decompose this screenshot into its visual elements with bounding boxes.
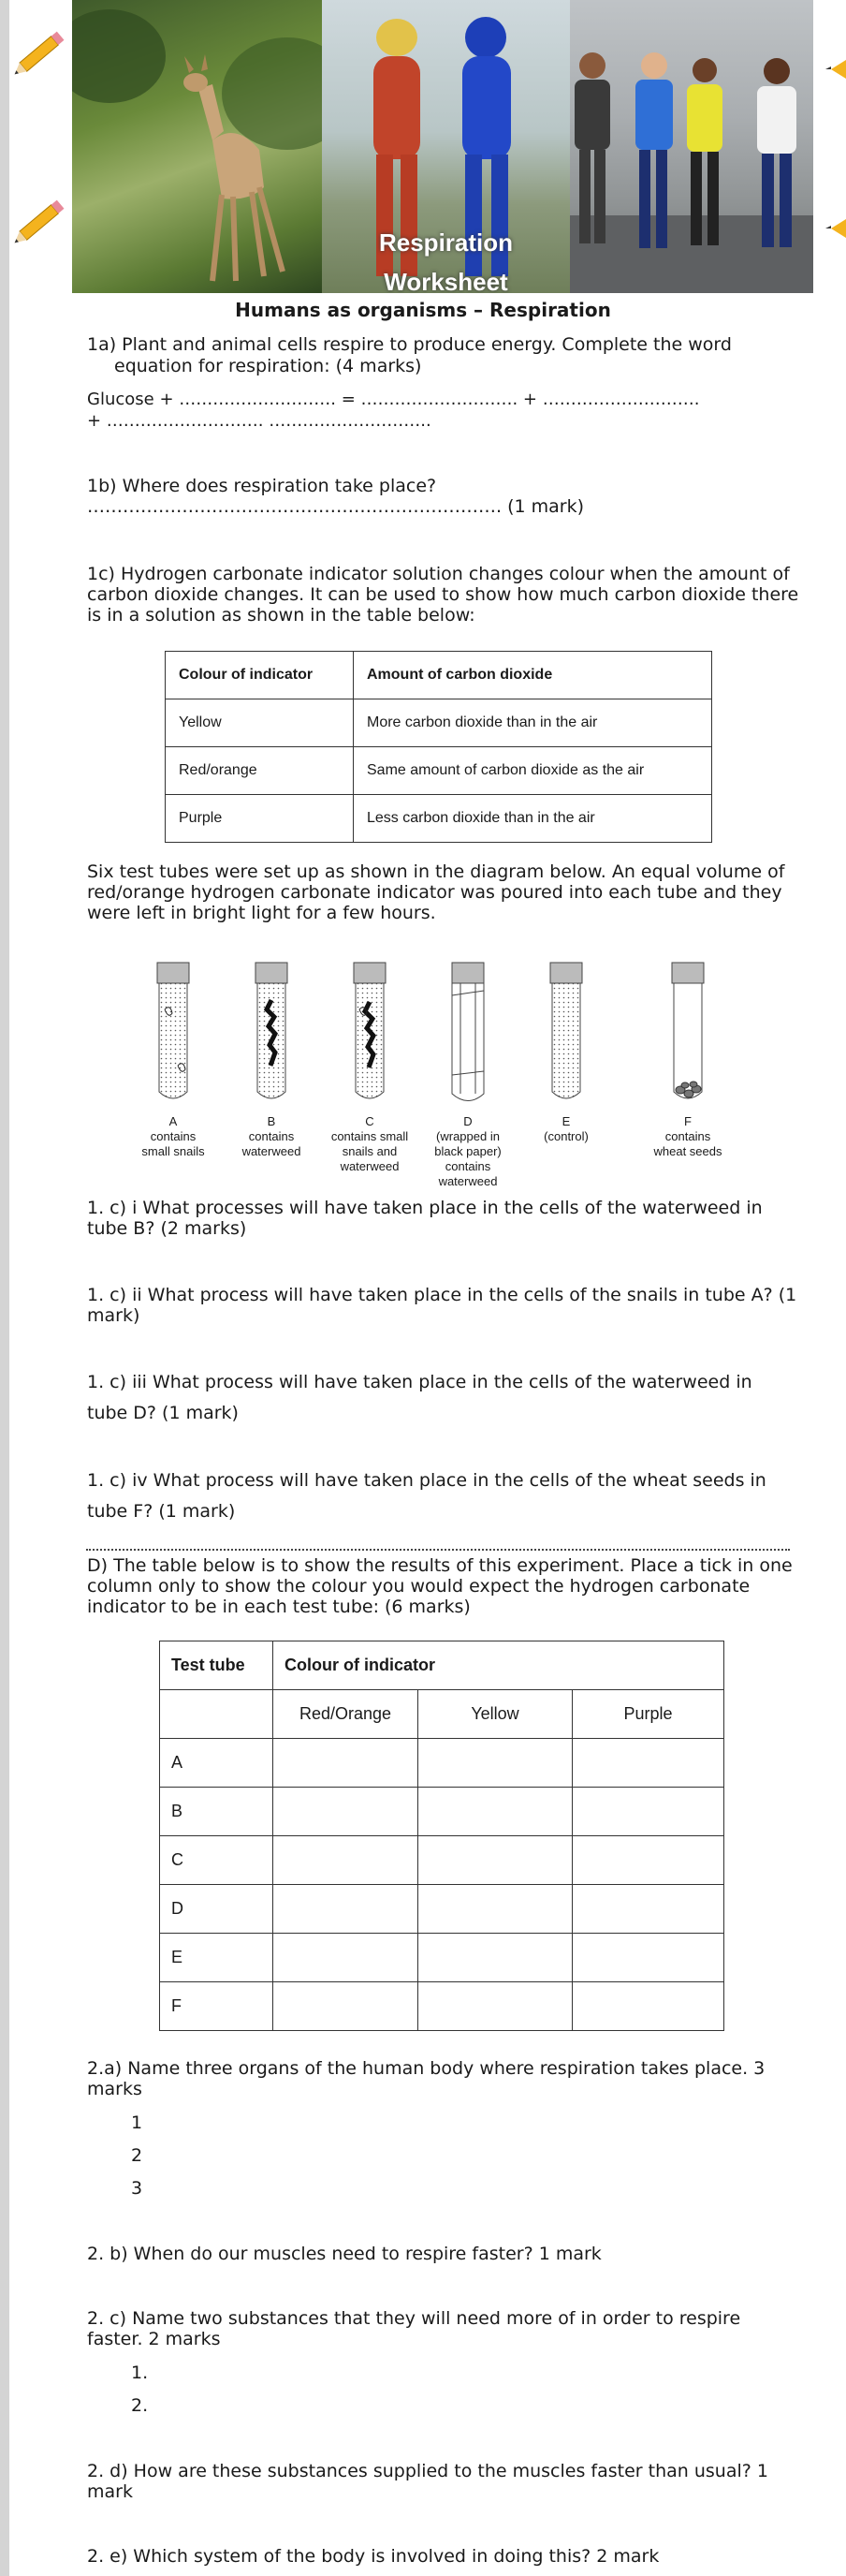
table-header: Colour of indicator bbox=[166, 652, 354, 699]
indicator-table bbox=[165, 651, 712, 843]
tick-cell[interactable] bbox=[573, 1836, 724, 1885]
tick-cell[interactable] bbox=[273, 1934, 418, 1982]
q1cii-text: mark) bbox=[87, 1305, 140, 1326]
q1d-text: D) The table below is to show the results of this experiment. Place a tick in one bbox=[87, 1555, 793, 1576]
setup-text: were left in bright light for a few hours. bbox=[87, 903, 436, 923]
header-banner bbox=[72, 0, 813, 293]
q1a-equation[interactable]: Glucose + ………………………. = ………………………. + ………………………. bbox=[87, 390, 700, 409]
tick-cell[interactable] bbox=[418, 1934, 573, 1982]
tube-desc: waterweed bbox=[241, 1144, 301, 1158]
table-subheader: Purple bbox=[573, 1690, 724, 1739]
tube-letter: B bbox=[267, 1114, 276, 1128]
q2c-text: 2. c) Name two substances that they will need more of in order to respire bbox=[87, 2308, 741, 2329]
tube-d bbox=[452, 963, 484, 1101]
pencil-icon bbox=[824, 197, 846, 262]
tube-a bbox=[157, 963, 189, 1098]
q1d-text: column only to show the colour you would expect the hydrogen carbonate bbox=[87, 1576, 751, 1597]
q2e-text: 2. e) Which system of the body is involved in doing this? 2 mark bbox=[87, 2546, 660, 2567]
table-cell: Yellow bbox=[166, 699, 354, 747]
q1c-text: 1c) Hydrogen carbonate indicator solution changes colour when the amount of bbox=[87, 564, 790, 584]
tube-desc: (control) bbox=[544, 1129, 589, 1143]
tube-c bbox=[354, 963, 386, 1098]
table-cell: More carbon dioxide than in the air bbox=[354, 699, 712, 747]
table-cell bbox=[160, 1690, 273, 1739]
table-row bbox=[160, 1739, 724, 1788]
tube-label-f bbox=[636, 1114, 739, 1159]
setup-text: Six test tubes were set up as shown in the diagram below. An equal volume of bbox=[87, 861, 785, 882]
q1b-answer-line[interactable]: ……………………………………………………………. (1 mark) bbox=[87, 496, 584, 517]
table-cell: Less carbon dioxide than in the air bbox=[354, 795, 712, 843]
q2d-text: 2. d) How are these substances supplied to the muscles faster than usual? 1 bbox=[87, 2461, 768, 2481]
tube-letter: F bbox=[684, 1114, 692, 1128]
banner-title-line: Worksheet bbox=[384, 268, 508, 293]
tick-cell[interactable] bbox=[573, 1739, 724, 1788]
table-header: Amount of carbon dioxide bbox=[354, 652, 712, 699]
tube-desc: contains small bbox=[330, 1129, 409, 1143]
tube-desc: small snails bbox=[141, 1144, 205, 1158]
q1cii-text: 1. c) ii What process will have taken place in the cells of the snails in tube A? (1 bbox=[87, 1285, 797, 1305]
tube-desc: (wrapped in bbox=[436, 1129, 500, 1143]
q2a-text: 2.a) Name three organs of the human body where respiration takes place. 3 bbox=[87, 2058, 766, 2079]
runners-photo bbox=[570, 0, 813, 293]
pencil-icon bbox=[11, 185, 77, 251]
q1ci-text: 1. c) i What processes will have taken place in the cells of the waterweed in bbox=[87, 1198, 763, 1218]
q1a-equation[interactable]: + ………………………. ……………………….. bbox=[87, 411, 431, 431]
table-cell: A bbox=[160, 1739, 273, 1788]
table-row bbox=[160, 1788, 724, 1836]
table-cell: E bbox=[160, 1934, 273, 1982]
pencil-icon bbox=[824, 37, 846, 103]
tick-cell[interactable] bbox=[573, 1934, 724, 1982]
tube-desc: waterweed bbox=[340, 1159, 400, 1173]
table-cell: Same amount of carbon dioxide as the air bbox=[354, 747, 712, 795]
table-cell: Purple bbox=[166, 795, 354, 843]
answer-number[interactable]: 1. bbox=[131, 2363, 149, 2383]
table-row bbox=[160, 1934, 724, 1982]
tube-b bbox=[255, 963, 287, 1098]
table-row bbox=[166, 699, 712, 747]
answer-number[interactable]: 2 bbox=[131, 2145, 143, 2166]
tube-letter: E bbox=[562, 1114, 571, 1128]
tick-cell[interactable] bbox=[273, 1739, 418, 1788]
q2a-text: marks bbox=[87, 2079, 142, 2099]
deer-photo bbox=[72, 0, 322, 293]
q1b-text: 1b) Where does respiration take place? bbox=[87, 476, 437, 496]
table-cell: C bbox=[160, 1836, 273, 1885]
table-cell: Red/orange bbox=[166, 747, 354, 795]
tube-label-d bbox=[416, 1114, 519, 1189]
q2d-text: mark bbox=[87, 2481, 133, 2502]
banner-title-line: Respiration bbox=[378, 228, 514, 257]
setup-text: red/orange hydrogen carbonate indicator was poured into each tube and they bbox=[87, 882, 782, 903]
tick-cell[interactable] bbox=[273, 1982, 418, 2031]
q1a-text: 1a) Plant and animal cells respire to produce energy. Complete the word bbox=[87, 334, 732, 355]
q1c-text: is in a solution as shown in the table below: bbox=[87, 605, 475, 626]
tube-label-a bbox=[122, 1114, 225, 1159]
table-row bbox=[160, 1836, 724, 1885]
tube-desc: contains bbox=[445, 1159, 491, 1173]
answer-line[interactable] bbox=[86, 1549, 790, 1551]
q1ci-text: tube B? (2 marks) bbox=[87, 1218, 247, 1239]
tube-desc: contains bbox=[664, 1129, 711, 1143]
table-header: Colour of indicator bbox=[273, 1641, 724, 1690]
table-subheader: Red/Orange bbox=[273, 1690, 418, 1739]
q2b-text: 2. b) When do our muscles need to respire faster? 1 mark bbox=[87, 2244, 602, 2264]
banner-title bbox=[322, 223, 570, 293]
table-row bbox=[166, 795, 712, 843]
tube-desc: wheat seeds bbox=[653, 1144, 722, 1158]
tube-desc: contains bbox=[150, 1129, 197, 1143]
tube-label-c bbox=[318, 1114, 421, 1174]
pencil-icon bbox=[11, 17, 77, 82]
tube-letter: C bbox=[365, 1114, 374, 1128]
table-header: Test tube bbox=[160, 1641, 273, 1690]
test-tube-diagram bbox=[131, 953, 749, 1187]
tick-cell[interactable] bbox=[573, 1885, 724, 1934]
tube-letter: A bbox=[168, 1114, 178, 1128]
tick-cell[interactable] bbox=[573, 1788, 724, 1836]
answer-number[interactable]: 1 bbox=[131, 2112, 143, 2133]
tube-label-b bbox=[220, 1114, 323, 1159]
tube-desc: snails and bbox=[342, 1144, 398, 1158]
tick-cell[interactable] bbox=[573, 1982, 724, 2031]
results-table bbox=[159, 1641, 724, 2031]
tube-desc: contains bbox=[248, 1129, 295, 1143]
tick-cell[interactable] bbox=[418, 1982, 573, 2031]
q1civ-text: tube F? (1 mark) bbox=[87, 1501, 236, 1522]
q1a-text: equation for respiration: (4 marks) bbox=[114, 356, 422, 376]
q1civ-text: 1. c) iv What process will have taken place in the cells of the wheat seeds in bbox=[87, 1470, 766, 1491]
test-tubes-drawing bbox=[131, 953, 749, 1112]
tube-letter: D bbox=[463, 1114, 473, 1128]
tick-cell[interactable] bbox=[418, 1885, 573, 1934]
table-subheader: Yellow bbox=[418, 1690, 573, 1739]
tick-cell[interactable] bbox=[273, 1836, 418, 1885]
table-row bbox=[160, 1982, 724, 2031]
tube-desc: waterweed bbox=[438, 1174, 498, 1188]
tube-desc: black paper) bbox=[434, 1144, 502, 1158]
q2c-text: faster. 2 marks bbox=[87, 2329, 221, 2349]
table-cell: B bbox=[160, 1788, 273, 1836]
tick-cell[interactable] bbox=[418, 1788, 573, 1836]
page-left-edge bbox=[0, 0, 9, 2576]
tick-cell[interactable] bbox=[418, 1739, 573, 1788]
q1d-text: indicator to be in each test tube: (6 marks) bbox=[87, 1597, 471, 1617]
tube-e bbox=[550, 963, 582, 1098]
tube-f bbox=[672, 963, 704, 1098]
q1ciii-text: tube D? (1 mark) bbox=[87, 1403, 239, 1423]
q1c-text: carbon dioxide changes. It can be used to show how much carbon dioxide there bbox=[87, 584, 799, 605]
table-row bbox=[160, 1885, 724, 1934]
answer-number[interactable]: 2. bbox=[131, 2395, 149, 2416]
table-row bbox=[166, 747, 712, 795]
tube-label-e bbox=[515, 1114, 618, 1144]
tick-cell[interactable] bbox=[273, 1788, 418, 1836]
table-cell: D bbox=[160, 1885, 273, 1934]
tick-cell[interactable] bbox=[273, 1885, 418, 1934]
answer-number[interactable]: 3 bbox=[131, 2178, 143, 2199]
worksheet-heading: Humans as organisms – Respiration bbox=[235, 299, 611, 321]
tick-cell[interactable] bbox=[418, 1836, 573, 1885]
table-cell: F bbox=[160, 1982, 273, 2031]
q1ciii-text: 1. c) iii What process will have taken place in the cells of the waterweed in bbox=[87, 1372, 752, 1392]
